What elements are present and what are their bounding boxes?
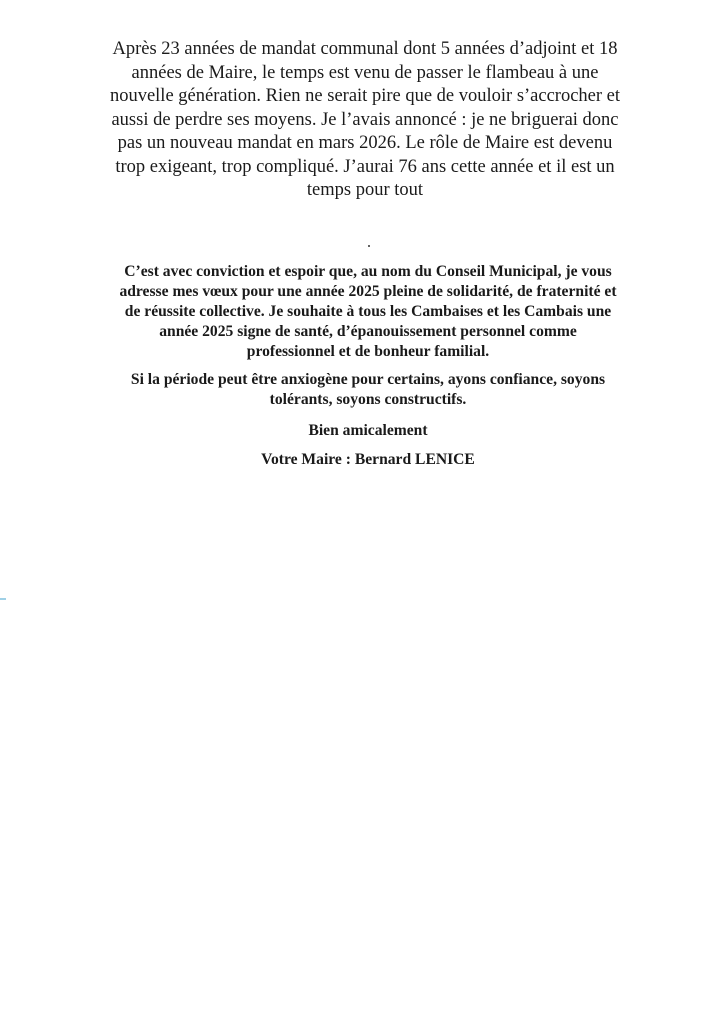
- intro-line: aussi de perdre ses moyens. Je l’avais annoncé : je ne briguerai donc: [111, 109, 619, 130]
- wishes-line: de réussite collective. Je souhaite à tous les Cambaises et les Cambais une: [124, 303, 612, 320]
- appeal-line: tolérants, soyons constructifs.: [269, 391, 467, 408]
- signature-line: [88, 450, 648, 470]
- appeal-line: Si la période peut être anxiogène pour certains, ayons confiance, soyons: [130, 371, 606, 388]
- closing-line: [88, 421, 648, 441]
- intro-line: temps pour tout: [306, 180, 424, 200]
- intro-line: nouvelle génération. Rien ne serait pire que de vouloir s’accrocher et: [109, 86, 621, 106]
- intro-line: Après 23 années de mandat communal dont 5 années d’adjoint et 18: [112, 39, 618, 59]
- wishes-paragraph: [88, 262, 648, 362]
- scan-edge-mark: [0, 598, 6, 600]
- intro-paragraph: [95, 38, 635, 203]
- intro-line: années de Maire, le temps est venu de passer le flambeau à une: [131, 62, 599, 83]
- intro-line: trop exigeant, trop compliqué. J’aurai 76 ans cette année et il est un: [115, 156, 615, 177]
- intro-line: pas un nouveau mandat en mars 2026. Le rôle de Maire est devenu: [117, 133, 613, 153]
- signature-text: Votre Maire : Bernard LENICE: [261, 451, 475, 468]
- wishes-line: C’est avec conviction et espoir que, au nom du Conseil Municipal, je vous: [124, 263, 612, 280]
- wishes-line: adresse mes vœux pour une année 2025 pleine de solidarité, de fraternité et: [119, 283, 617, 300]
- appeal-paragraph: [88, 370, 648, 410]
- wishes-line: professionnel et de bonheur familial.: [246, 343, 490, 360]
- closing-text: Bien amicalement: [308, 422, 428, 439]
- wishes-line: année 2025 signe de santé, d’épanouissement personnel comme: [159, 323, 577, 340]
- stray-dot-mark: [368, 245, 370, 247]
